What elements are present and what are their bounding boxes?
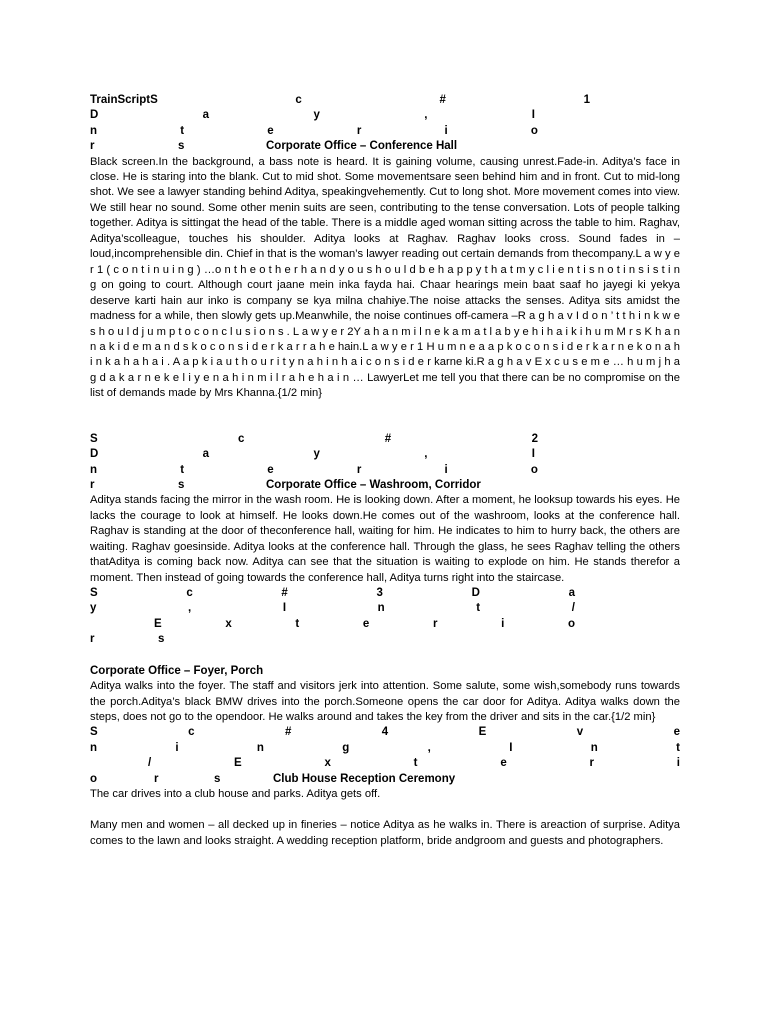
char: E bbox=[154, 617, 162, 630]
char: s bbox=[178, 140, 185, 153]
char: o bbox=[90, 772, 98, 785]
char: g bbox=[342, 741, 350, 754]
char: x bbox=[225, 617, 232, 630]
char: n bbox=[256, 741, 264, 754]
scene-number: 1 bbox=[583, 94, 590, 106]
char: i bbox=[501, 617, 505, 630]
char: a bbox=[202, 109, 210, 122]
scene3-line4 bbox=[90, 632, 680, 647]
scene-description: Aditya stands facing the mirror in the wash room. He is looking down. After a moment, he looksup towards his eyes. He lacks the courage to look at himself. He looks down.He comes out of the washroom, looks at the conference hall. Raghav is standing at the door of theconference hall, waiting for him. He indicates to him to hurry back, the others are waiting. Raghav goesinside. Aditya looks at the conference hall. Through the glass, he sees Raghav telling the others thatAditya is coming back now. Aditya can see that the situation is waiting to explode on him. He stands therefor a moment. Then instead of going towards the conference hall, Aditya turns right into the staircase. bbox=[90, 494, 680, 584]
char: r bbox=[432, 617, 438, 630]
char: t bbox=[180, 124, 185, 137]
scene-number: 2 bbox=[531, 432, 538, 445]
scene-description: Aditya walks into the foyer. The staff and visitors jerk into attention. Some salute, some wish,somebody runs towards the porch.Aditya’s black BMW drives into the porch.Someone opens the car door for Aditya. Aditya walks down the steps, does not go to the opendoor. He walks around and takes the key from the driver and sits in the car.{1/2 min} bbox=[90, 680, 680, 723]
char: c bbox=[238, 432, 245, 445]
char: y bbox=[313, 448, 320, 461]
char: e bbox=[362, 617, 370, 630]
char: c bbox=[295, 94, 302, 106]
scene2-line4 bbox=[90, 478, 680, 493]
char: n bbox=[377, 602, 385, 615]
char: e bbox=[267, 124, 274, 137]
char: i bbox=[444, 463, 448, 476]
char: t bbox=[476, 602, 481, 615]
char: # bbox=[384, 432, 392, 445]
char: s bbox=[178, 478, 185, 491]
char: e bbox=[267, 463, 274, 476]
scene-number: 4 bbox=[381, 726, 389, 739]
char: r bbox=[154, 772, 159, 785]
scene-heading: Corporate Office – Conference Hall bbox=[266, 140, 458, 153]
scene-description: Many men and women – all decked up in fineries – notice Aditya as he walks in. There is areaction of surprise. Aditya comes to the lawn and looks straight. A wedding reception platform, bride andgroom and guests and photographers. bbox=[90, 819, 680, 847]
scene2-line1 bbox=[90, 432, 680, 447]
scene-description: The car drives into a club house and parks. Aditya gets off. bbox=[90, 787, 381, 800]
char: o bbox=[530, 463, 538, 476]
char: r bbox=[356, 463, 362, 476]
char: y bbox=[90, 602, 97, 615]
char: o bbox=[530, 124, 538, 137]
char: D bbox=[90, 109, 99, 122]
char: n bbox=[590, 741, 598, 754]
char: / bbox=[148, 757, 152, 770]
char: i bbox=[676, 757, 680, 770]
char: I bbox=[531, 448, 535, 461]
scene1-line2 bbox=[90, 108, 680, 123]
char: E bbox=[478, 726, 487, 739]
char: y bbox=[313, 109, 320, 122]
char: i bbox=[175, 741, 179, 754]
char: S bbox=[90, 726, 98, 739]
char: n bbox=[90, 741, 98, 754]
char: a bbox=[202, 448, 210, 461]
scene-heading: Corporate Office – Foyer, Porch bbox=[90, 664, 264, 677]
char: r bbox=[90, 633, 95, 646]
char: S bbox=[90, 587, 98, 600]
char: v bbox=[576, 726, 584, 739]
char: a bbox=[568, 587, 575, 600]
scene1-line1 bbox=[90, 93, 680, 108]
char: r bbox=[90, 478, 95, 491]
char: o bbox=[567, 617, 575, 630]
scene4-line3 bbox=[90, 756, 680, 771]
char: # bbox=[439, 94, 446, 106]
char: n bbox=[90, 463, 98, 476]
char: , bbox=[424, 109, 428, 122]
char: I bbox=[282, 602, 287, 615]
char: e bbox=[673, 726, 680, 739]
doc-title: TrainScriptS bbox=[90, 94, 158, 106]
scene1-line4 bbox=[90, 139, 680, 154]
scene4-line2 bbox=[90, 741, 680, 756]
char: t bbox=[676, 741, 680, 754]
char: , bbox=[188, 602, 192, 615]
char: e bbox=[500, 757, 507, 770]
scene-heading: Club House Reception Ceremony bbox=[273, 772, 456, 785]
scene3-line2 bbox=[90, 601, 680, 616]
scene-number: 3 bbox=[376, 587, 383, 600]
char: x bbox=[324, 757, 331, 770]
char: D bbox=[471, 587, 480, 600]
char: t bbox=[180, 463, 185, 476]
scene1-line3 bbox=[90, 124, 680, 139]
char: I bbox=[509, 741, 513, 754]
char: r bbox=[90, 140, 95, 153]
scene4-line4 bbox=[90, 772, 680, 787]
char: , bbox=[427, 741, 431, 754]
scene2-line2 bbox=[90, 447, 680, 462]
scene-heading: Corporate Office – Washroom, Corridor bbox=[266, 478, 481, 491]
char: r bbox=[589, 757, 594, 770]
char: t bbox=[295, 617, 300, 630]
char: E bbox=[234, 757, 242, 770]
char: , bbox=[424, 448, 428, 461]
char: / bbox=[571, 602, 575, 615]
scene3-line1 bbox=[90, 586, 680, 601]
char: s bbox=[214, 772, 221, 785]
char: t bbox=[413, 757, 418, 770]
scene-description: Black screen.In the background, a bass note is heard. It is gaining volume, causing unrest.Fade-in. Aditya’s face in close. He is staring into the blank. Cut to mid shot. Some movementsare seen behind him and in front. Cut to mid-long shot. We see a lawyer standing behind Aditya, speakingvehemently. Cut to long shot. More movement comes into view. We still hear no sound. Some other menin suits are seen, contributing to the tense conversation. Lots of people talking together. Aditya is sittingat the head of the table. There is a middle aged woman sitting across the table to him. Raghav, Aditya’scolleague, touches his shoulder. Aditya looks at Raghav. Raghav looks cross. Sound fades in – loud,incomprehensible din. Chief in that is the woman’s lawyer reading out certain demands from thecompany.L a w y e r 1 ( c o n t i n u i n g ) …o n t h e o t h e r h a n d y o u s h o u l d b e h a p p y t h a t m y c l i e n t i s n o t i n s i s t i n g on going to court. Although court jaane mein inka fayda hai. Chaar hearings mein baat saaf ho jayegi ki yekya deserve karti hain aur inko is company se kya milna chahiye.The noise attacks the senses. Aditya sits amidst the madness for a while, then slowly gets up.Meanwhile, the noise continues off-camera –R a g h a v I d o n ’ t t h i n k w e s h o u l d j u m p t o c o n c l u s i o n s . L a w y e r 2Y a h a n m i l n e k a m a t l a b y e h i h a i k i h u m M r s K h a n n a k i d e m a n d s k o c o n s i d e r k a r r a h e hain.L a w y e r 1 H u m n e a a p k o c o n s i d e r k a r n e k o n a h i n k a h a h a i . A a p k i a u t h o u r i t y n a h i n h a i c o n s i d e r karne ki.R a g h a v E x c u s e m e … h u m j h a g d a k a r n e k e l i y e n a h i n m i l r a h e h a i n … LawyerLet me tell you that there can be no compromise on the list of demands made by Mrs Khanna.{1/2 min} bbox=[90, 155, 680, 400]
script-page bbox=[90, 93, 680, 849]
char: S bbox=[90, 432, 98, 445]
char: I bbox=[531, 109, 535, 122]
char: # bbox=[284, 726, 292, 739]
char: c bbox=[188, 726, 195, 739]
char: n bbox=[90, 124, 98, 137]
scene2-line3 bbox=[90, 463, 680, 478]
scene3-line3 bbox=[90, 617, 680, 632]
char: D bbox=[90, 448, 99, 461]
char: i bbox=[444, 124, 448, 137]
char: # bbox=[281, 587, 288, 600]
char: s bbox=[158, 633, 165, 646]
char: r bbox=[356, 124, 362, 137]
scene4-line1 bbox=[90, 725, 680, 740]
char: c bbox=[186, 587, 193, 600]
